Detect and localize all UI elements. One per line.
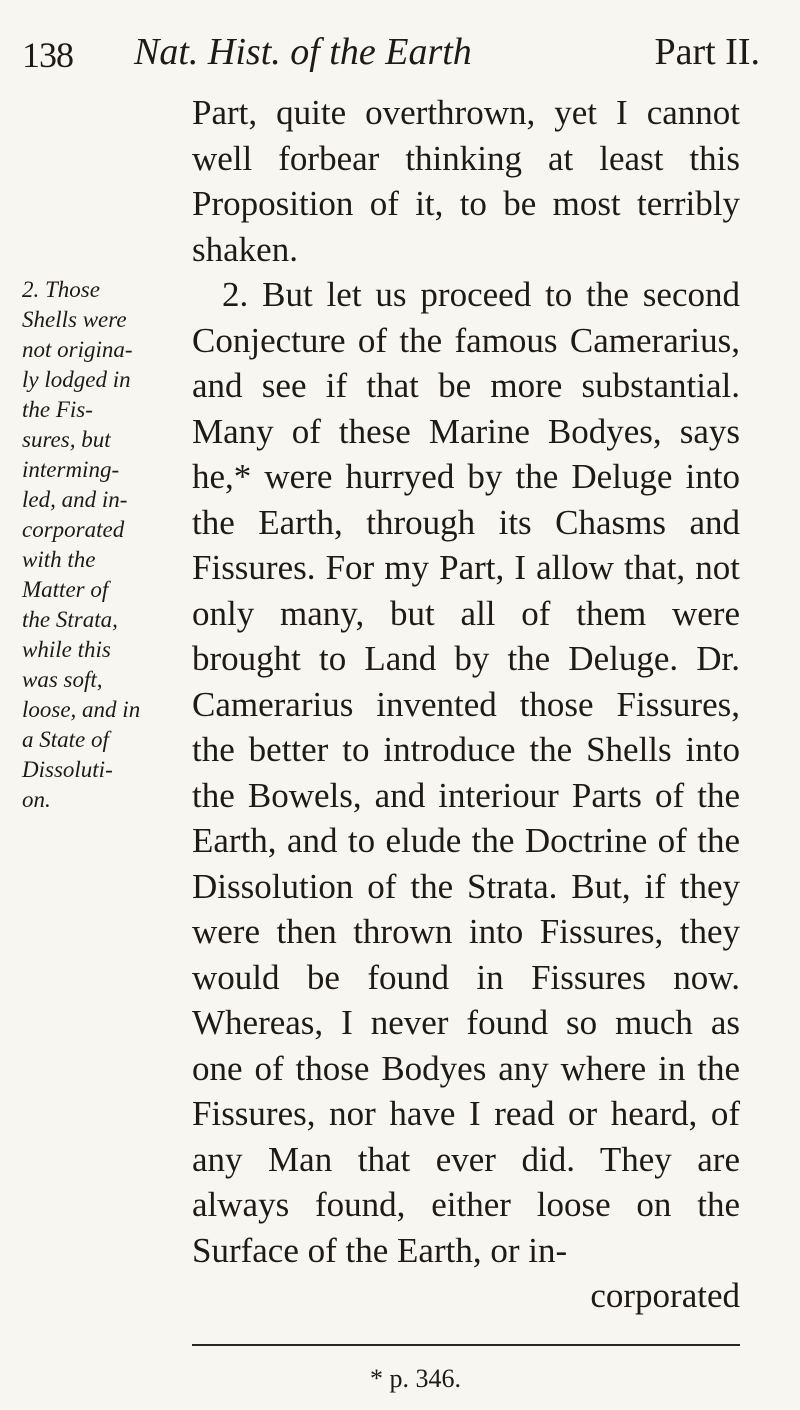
page-number: 138: [22, 35, 73, 75]
marginal-note: 2. Those Shells were not origina- ly lodged in the Fis- sures, but interming- led, and in- corporated with the Matter of the Strata, while this was soft, loose, and in a State of Dissoluti- on.: [22, 277, 141, 812]
main-text: [192, 90, 740, 1319]
footnote-rule: [192, 1344, 740, 1346]
running-title: Nat. Hist. of the Earth: [134, 31, 472, 73]
paragraph-continued: Part, quite overthrown, yet I cannot well forbear thinking at least this Proposition of it, to be most terribly shaken.: [192, 93, 740, 269]
catchword: corporated: [590, 1276, 740, 1315]
footnote: * p. 346.: [370, 1364, 461, 1393]
running-header: [22, 30, 760, 90]
paragraph-2: 2. But let us proceed to the second Conjecture of the famous Camerarius, and see if that be more substantial. Many of these Marine Bodyes, says he,* were hurryed by the Deluge into the Earth, through its Chasms and Fissures. For my Part, I allow that, not only many, but all of them were brought to Land by the Deluge. Dr. Camerarius invented those Fissures, the better to introduce the Shells into the Bowels, and interiour Parts of the Earth, and to elude the Doctrine of the Dissolution of the Strata. But, if they were then thrown into Fissures, they would be found in Fissures now. Whereas, I never found so much as one of those Bodyes any where in the Fissures, nor have I read or heard, of any Man that ever did. They are always found, either loose on the Surface of the Earth, or in-: [192, 275, 740, 1270]
part-label: Part II.: [654, 31, 760, 73]
